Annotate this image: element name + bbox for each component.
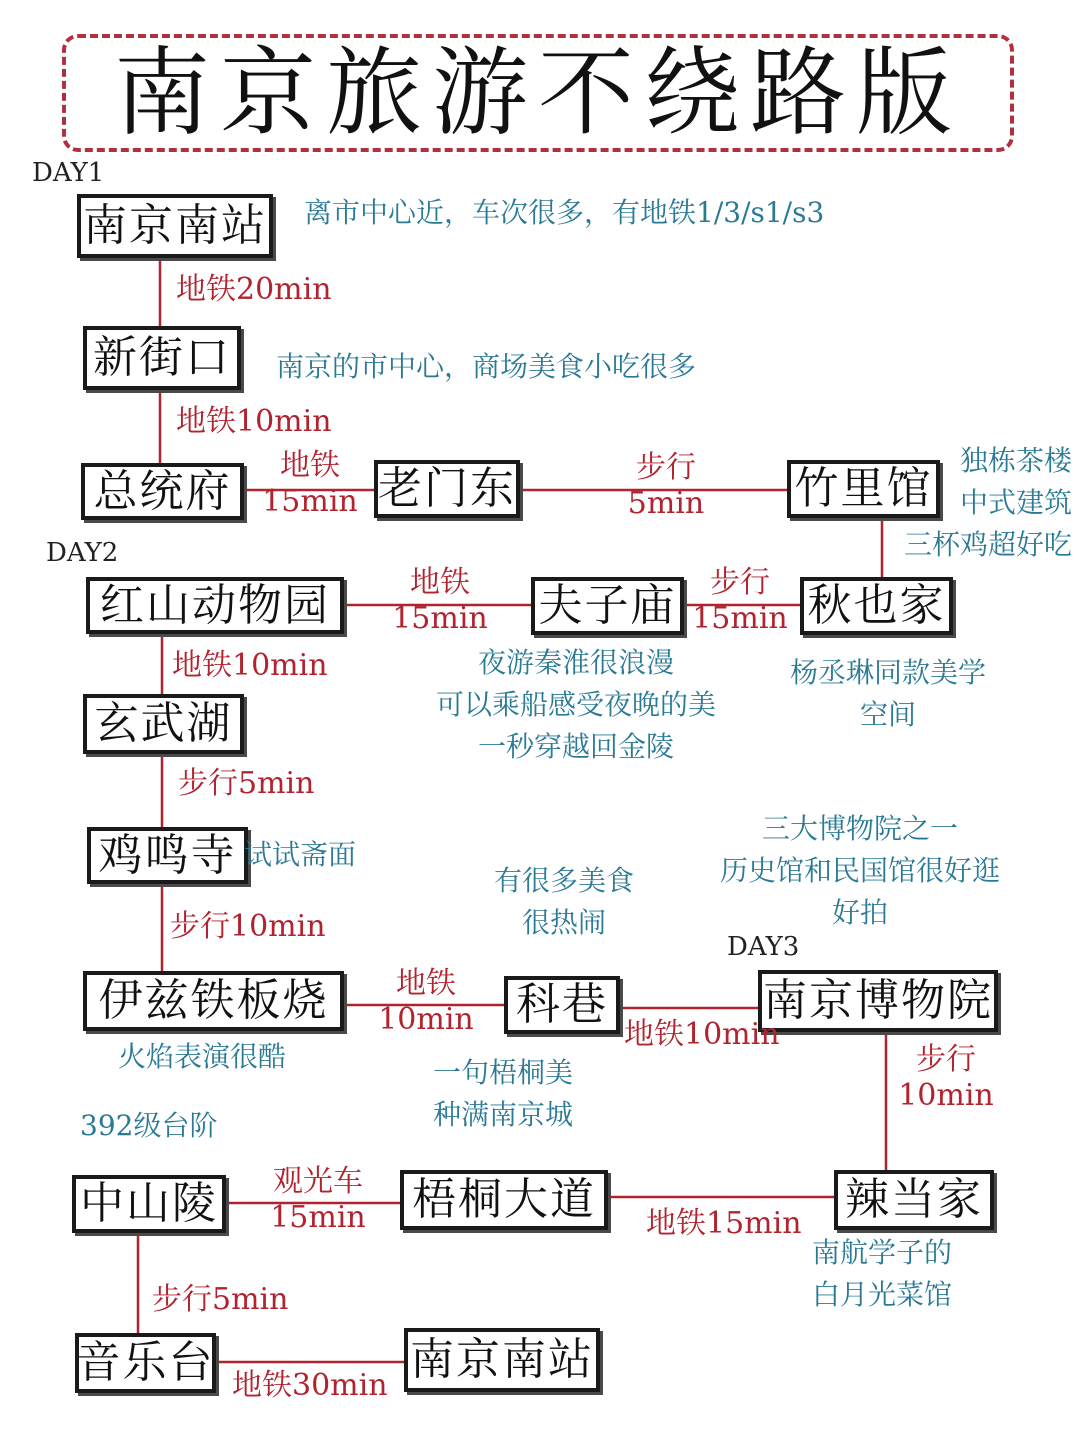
note-line: 南航学子的	[812, 1236, 953, 1269]
note-nanjing-south: 离市中心近，车次很多，有地铁1/3/s1/s3	[304, 196, 825, 229]
stop-yinyuetai: 音乐台	[75, 1333, 216, 1393]
note-line: 夜游秦淮很浪漫	[477, 646, 674, 679]
stop-zongtongfu: 总统府	[81, 463, 244, 520]
note-line: 种满南京城	[432, 1098, 573, 1131]
stop-nanjing-south-start: 南京南站	[77, 194, 273, 258]
day2-label: DAY2	[46, 538, 119, 568]
route-mode: 步行	[636, 450, 696, 485]
note-line: 空间	[859, 698, 916, 731]
route-label-wutong-ladangjia: 地铁15min	[646, 1206, 802, 1241]
route-label-yizi-kexiang	[376, 966, 476, 1038]
route-mode: 步行	[916, 1042, 976, 1077]
note-line: 一秒穿越回金陵	[477, 730, 674, 763]
stop-xuanwuhu: 玄武湖	[83, 694, 244, 754]
note-line: 独栋茶楼	[959, 444, 1072, 477]
stop-zhongshanling: 中山陵	[72, 1175, 226, 1233]
stop-fuzimiao: 夫子庙	[531, 577, 684, 635]
note-zhongshanling: 392级台阶	[80, 1109, 218, 1142]
stop-kexiang: 科巷	[504, 976, 620, 1034]
route-label-hongshan-fuzimiao	[390, 565, 490, 637]
note-line: 中式建筑	[959, 486, 1072, 519]
note-zhuliguan	[896, 440, 1072, 566]
route-time: 15min	[392, 601, 488, 636]
route-label-zhongshanling-wutong	[258, 1164, 378, 1236]
route-label-xuanwuhu-jimingsi: 步行5min	[178, 766, 315, 801]
route-label-xinjiekou-zongtongfu: 地铁10min	[176, 404, 332, 439]
note-qiuyejia	[778, 652, 998, 736]
note-line: 很热闹	[521, 906, 606, 939]
note-line: 杨丞琳同款美学	[789, 656, 986, 689]
page-title: 南京旅游不绕路版	[114, 37, 962, 149]
note-ladangjia	[812, 1232, 952, 1316]
note-jimingsi: 试试斋面	[244, 838, 357, 871]
note-line: 好拍	[831, 896, 888, 929]
route-time: 15min	[262, 484, 358, 519]
route-label-laomendong-zhuliguan	[616, 450, 716, 522]
note-fuzimiao	[416, 642, 736, 768]
note-line: 白月光菜馆	[812, 1278, 953, 1311]
stop-nanjing-museum: 南京博物院	[758, 970, 998, 1032]
route-label-zhongshanling-yinyuetai: 步行5min	[152, 1282, 289, 1317]
note-nanjing-museum	[704, 808, 1016, 934]
route-mode: 地铁	[280, 448, 340, 483]
stop-jimingsi: 鸡鸣寺	[87, 827, 248, 884]
route-mode: 步行	[710, 565, 770, 600]
note-yizi: 火焰表演很酷	[118, 1040, 287, 1073]
note-line: 一句梧桐美	[432, 1056, 573, 1089]
note-line: 历史馆和民国馆很好逛	[719, 854, 1000, 887]
route-time: 10min	[378, 1002, 474, 1037]
route-mode: 地铁	[396, 966, 456, 1001]
day3-label: DAY3	[727, 932, 800, 962]
stop-ladangjia: 辣当家	[834, 1170, 994, 1230]
route-label-kexiang-museum: 地铁10min	[624, 1017, 780, 1052]
stop-zhuliguan: 竹里馆	[787, 460, 940, 518]
note-wutong	[420, 1052, 586, 1136]
note-line: 有很多美食	[493, 864, 634, 897]
stop-wutong-avenue: 梧桐大道	[400, 1170, 608, 1230]
stop-xinjiekou: 新街口	[83, 326, 241, 390]
stop-laomendong: 老门东	[374, 460, 520, 518]
note-line: 可以乘船感受夜晚的美	[435, 688, 716, 721]
route-label-jimingsi-yizi: 步行10min	[170, 909, 326, 944]
note-line: 三大博物院之一	[761, 812, 958, 845]
note-xinjiekou: 南京的市中心，商场美食小吃很多	[276, 350, 697, 383]
route-time: 10min	[898, 1078, 994, 1113]
stop-qiuyejia: 秋也家	[800, 577, 953, 635]
stop-yizi-teppanyaki: 伊兹铁板烧	[83, 971, 344, 1031]
route-time: 15min	[270, 1200, 366, 1235]
note-line: 三杯鸡超好吃	[903, 528, 1072, 561]
route-label-south-xinjiekou: 地铁20min	[176, 272, 332, 307]
route-time: 5min	[627, 486, 705, 521]
route-label-museum-ladangjia	[896, 1042, 996, 1114]
route-time: 15min	[692, 601, 788, 636]
route-label-hongshan-xuanwuhu: 地铁10min	[172, 648, 328, 683]
route-label-fuzimiao-qiuyejia	[692, 565, 788, 637]
route-label-yinyuetai-south: 地铁30min	[232, 1368, 388, 1403]
route-mode: 观光车	[273, 1164, 363, 1199]
stop-nanjing-south-end: 南京南站	[404, 1328, 600, 1392]
route-label-zongtongfu-laomendong	[262, 448, 358, 520]
route-mode: 地铁	[410, 565, 470, 600]
stop-hongshan-zoo: 红山动物园	[86, 577, 344, 634]
day1-label: DAY1	[32, 158, 105, 188]
note-kexiang	[480, 860, 648, 944]
